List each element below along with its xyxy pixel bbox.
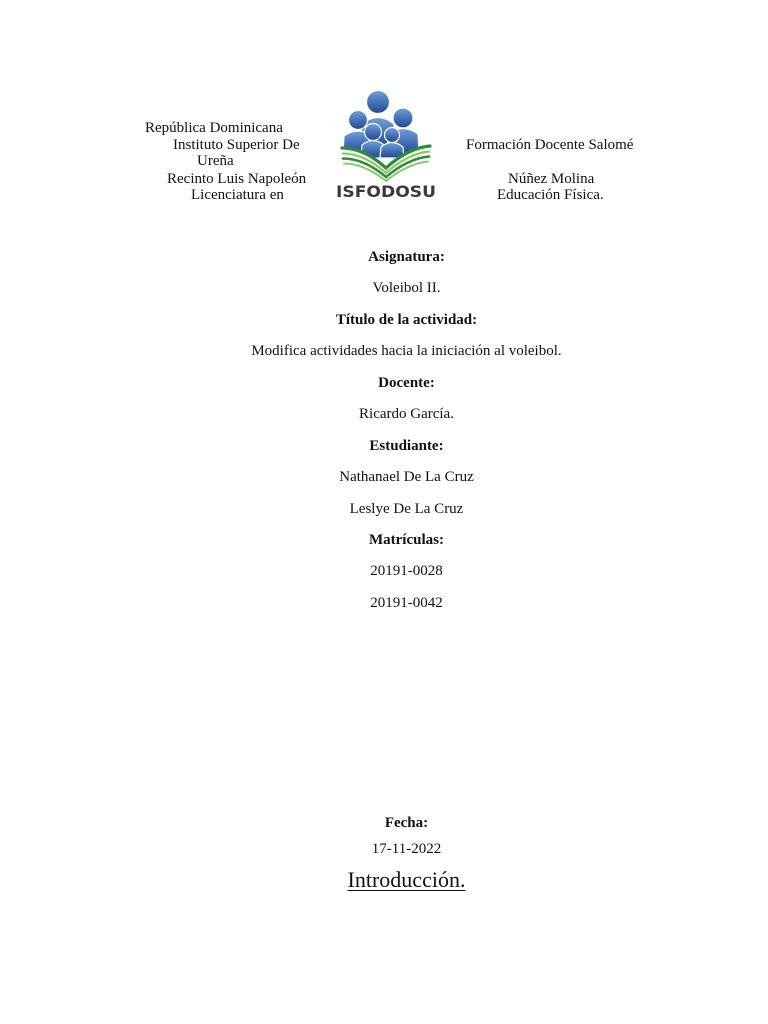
activity-title-label: Título de la actividad:: [335, 311, 478, 328]
header-right-line: Formación Docente Salomé: [466, 136, 634, 153]
student-id: 20191-0028: [370, 563, 443, 580]
date-label: Fecha:: [384, 815, 429, 831]
student-name: Nathanael De La Cruz: [339, 469, 474, 486]
logo-wordmark: ISFODOSU: [336, 182, 436, 201]
students-label: Estudiante:: [369, 437, 444, 454]
header-right-line: Núñez Molina: [508, 170, 595, 187]
header-left-line: Recinto Luis Napoleón: [167, 170, 307, 187]
header-right-line: Educación Física.: [497, 186, 604, 203]
isfodosu-logo: [333, 88, 439, 202]
activity-title-value: Modifica actividades hacia la iniciación al voleibol.: [251, 343, 562, 360]
ids-label: Matrículas:: [369, 531, 444, 548]
student-id: 20191-0042: [370, 594, 443, 611]
subject-value: Voleibol II.: [372, 280, 441, 297]
introduction-section: [96, 865, 717, 895]
date-value: 17-11-2022: [371, 841, 442, 857]
student-name: Leslye De La Cruz: [349, 500, 464, 517]
header-left-line: República Dominicana: [145, 119, 283, 136]
cover-details: [96, 242, 717, 619]
header-left-line: Instituto Superior De: [173, 136, 300, 153]
subject-label: Asignatura:: [368, 249, 445, 265]
logo-people: [343, 91, 419, 159]
header-left-line: Licenciatura en: [191, 186, 284, 203]
section-heading: Introducción.: [347, 867, 466, 892]
teacher-value: Ricardo García.: [359, 406, 454, 423]
teacher-label: Docente:: [378, 374, 435, 391]
date-block: [96, 810, 717, 862]
header-left-line: Ureña: [197, 152, 234, 169]
